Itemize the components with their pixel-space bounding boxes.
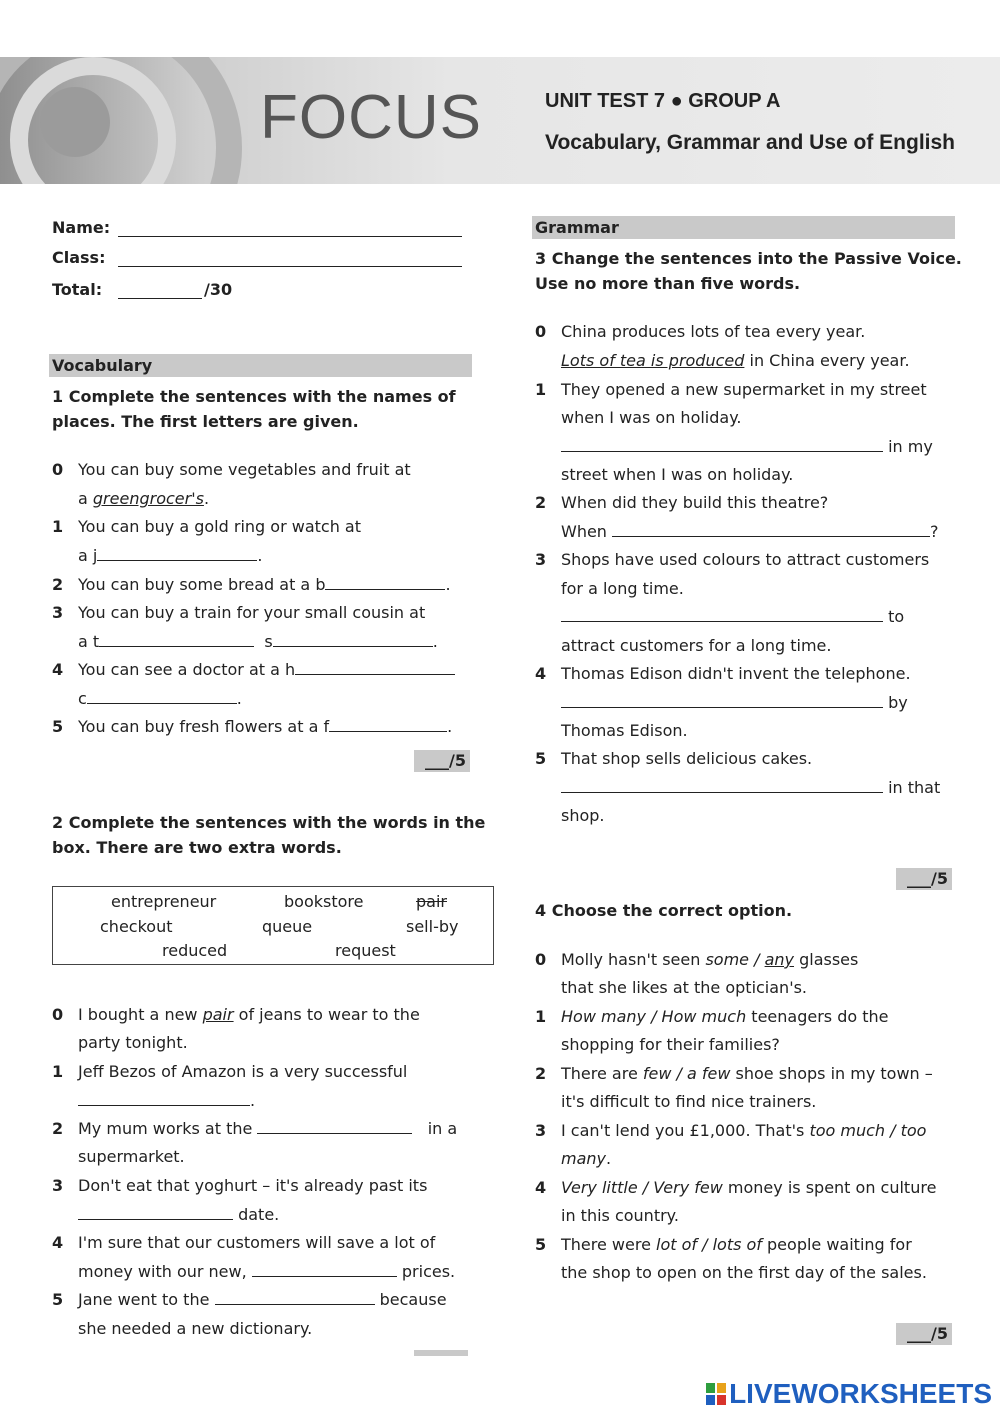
ex2-instruction-2: box. There are two extra words. bbox=[52, 838, 342, 857]
ex2-num-0: 0 bbox=[52, 1005, 64, 1024]
ex3-blank-5[interactable] bbox=[561, 778, 883, 793]
ex4-item-5-line-a: There were lot of / lots of people waiting for bbox=[561, 1235, 912, 1254]
ex3-score: ___/5 bbox=[896, 868, 952, 890]
ex3-example-answer: Lots of tea is produced bbox=[561, 351, 745, 370]
ex1-item-5: You can buy fresh flowers at a f . bbox=[78, 717, 453, 736]
ex4-options[interactable]: lot of / lots of bbox=[656, 1235, 762, 1254]
ex3-blank-3[interactable] bbox=[561, 607, 883, 622]
ex1-item-1-line-b: a j . bbox=[78, 546, 263, 565]
class-field[interactable] bbox=[118, 266, 462, 267]
ex3-item-4-line-b: by bbox=[561, 693, 908, 712]
ex2-item-1-line-b: . bbox=[78, 1091, 255, 1110]
box-word-used: pair bbox=[416, 892, 447, 911]
ex1-blank-5[interactable] bbox=[329, 717, 447, 732]
ex4-options[interactable]: How many / How much bbox=[561, 1007, 747, 1026]
ex2-item-3-line-a: Don't eat that yoghurt – it's already past its bbox=[78, 1176, 428, 1195]
ex3-item-2-line-b: When ? bbox=[561, 522, 939, 541]
ex2-instruction-1: 2 Complete the sentences with the words in the bbox=[52, 813, 486, 832]
ex3-item-5-line-a: That shop sells delicious cakes. bbox=[561, 749, 813, 768]
ex3-item-3-line-b: for a long time. bbox=[561, 579, 684, 598]
ex1-example-answer: greengrocer's bbox=[92, 489, 204, 508]
ex1-item-2: You can buy some bread at a b . bbox=[78, 575, 451, 594]
ex4-item-3-line-b: many. bbox=[561, 1149, 612, 1168]
ex2-item-1-line-a: Jeff Bezos of Amazon is a very successful bbox=[78, 1062, 408, 1081]
ex4-num-1: 1 bbox=[535, 1007, 547, 1026]
name-label: Name: bbox=[52, 218, 111, 237]
box-word: request bbox=[335, 941, 396, 960]
class-label: Class: bbox=[52, 248, 106, 267]
ex3-item-5-line-c: shop. bbox=[561, 806, 605, 825]
ex2-blank-2[interactable] bbox=[257, 1119, 412, 1134]
grammar-heading: Grammar bbox=[532, 216, 955, 239]
ex4-item-5-line-b: the shop to open on the first day of the sales. bbox=[561, 1263, 927, 1282]
ex3-blank-1[interactable] bbox=[561, 437, 883, 452]
header-banner bbox=[0, 57, 1000, 184]
box-word: sell-by bbox=[406, 917, 459, 936]
ex1-item-3-line-a: You can buy a train for your small cousin at bbox=[78, 603, 426, 622]
ex1-num-5: 5 bbox=[52, 717, 64, 736]
ex3-item-1-line-d: street when I was on holiday. bbox=[561, 465, 794, 484]
ex3-num-5: 5 bbox=[535, 749, 547, 768]
ex1-blank-4a[interactable] bbox=[295, 660, 455, 675]
ex1-instruction-1: 1 Complete the sentences with the names of bbox=[52, 387, 456, 406]
ex3-item-3-line-a: Shops have used colours to attract customers bbox=[561, 550, 930, 569]
box-word: reduced bbox=[162, 941, 228, 960]
ex1-blank-3a[interactable] bbox=[99, 632, 254, 647]
ex2-num-5: 5 bbox=[52, 1290, 64, 1309]
ex2-example-answer: pair bbox=[202, 1005, 234, 1024]
ex4-item-3-line-a: I can't lend you £1,000. That's too much / too bbox=[561, 1121, 927, 1140]
logo-ring-core bbox=[40, 87, 110, 157]
test-subtitle: Vocabulary, Grammar and Use of English bbox=[545, 131, 956, 154]
ex4-num-4: 4 bbox=[535, 1178, 547, 1197]
ex1-num-4: 4 bbox=[52, 660, 64, 679]
ex3-num-4: 4 bbox=[535, 664, 547, 683]
ex3-item-1-line-b: when I was on holiday. bbox=[561, 408, 742, 427]
ex4-options[interactable]: few / a few bbox=[642, 1064, 731, 1083]
ex4-options[interactable]: too much / too bbox=[809, 1121, 927, 1140]
ex3-num-2: 2 bbox=[535, 493, 547, 512]
ex3-item-1-line-c: in my bbox=[561, 437, 933, 456]
ex4-item-2-line-b: it's difficult to find nice trainers. bbox=[561, 1092, 817, 1111]
ex3-item-3-line-c: to bbox=[561, 607, 904, 626]
ex4-item-1-line-b: shopping for their families? bbox=[561, 1035, 780, 1054]
ex1-num-1: 1 bbox=[52, 517, 64, 536]
ex3-blank-2[interactable] bbox=[612, 522, 930, 537]
ex2-item-0-line-a: I bought a new pair of jeans to wear to the bbox=[78, 1005, 420, 1024]
ex3-instruction-2: Use no more than five words. bbox=[535, 274, 801, 293]
ex2-item-3-line-b: date. bbox=[78, 1205, 279, 1224]
total-field[interactable] bbox=[118, 298, 202, 299]
ex3-item-3-line-d: attract customers for a long time. bbox=[561, 636, 832, 655]
ex2-score-bar bbox=[414, 1350, 468, 1356]
ex1-item-0: 0 bbox=[52, 460, 64, 479]
ex1-item-4-line-b: c . bbox=[78, 689, 242, 708]
box-word: entrepreneur bbox=[111, 892, 217, 911]
box-word: checkout bbox=[100, 917, 173, 936]
ex2-item-4-line-b: money with our new, prices. bbox=[78, 1262, 456, 1281]
ex3-item-4-line-a: Thomas Edison didn't invent the telephone. bbox=[561, 664, 911, 683]
ex4-instruction: 4 Choose the correct option. bbox=[535, 901, 793, 920]
ex4-options[interactable]: Very little / Very few bbox=[561, 1178, 723, 1197]
ex2-num-4: 4 bbox=[52, 1233, 64, 1252]
ex2-blank-3[interactable] bbox=[78, 1205, 233, 1220]
ex3-item-0-line-b: Lots of tea is produced in China every year. bbox=[561, 351, 910, 370]
ex1-blank-3b[interactable] bbox=[273, 632, 433, 647]
vocabulary-heading: Vocabulary bbox=[49, 354, 472, 377]
word-box bbox=[52, 886, 494, 965]
ex1-blank-4b[interactable] bbox=[87, 689, 237, 704]
ex4-item-2-line-a: There are few / a few shoe shops in my town – bbox=[561, 1064, 933, 1083]
ex1-num-3: 3 bbox=[52, 603, 64, 622]
ex3-instruction-1: 3 Change the sentences into the Passive Voice. bbox=[535, 249, 962, 268]
ex4-item-4-line-a: Very little / Very few money is spent on culture bbox=[561, 1178, 937, 1197]
ex4-option[interactable]: some bbox=[705, 950, 750, 969]
ex2-item-5-line-a: Jane went to the because bbox=[78, 1290, 447, 1309]
test-title: UNIT TEST 7 ● GROUP A bbox=[545, 90, 781, 112]
ex3-num-0: 0 bbox=[535, 322, 547, 341]
ex4-item-4-line-b: in this country. bbox=[561, 1206, 679, 1225]
ex3-item-0-line-a: China produces lots of tea every year. bbox=[561, 322, 866, 341]
ex3-num-3: 3 bbox=[535, 550, 547, 569]
ex2-blank-1[interactable] bbox=[78, 1091, 250, 1106]
ex4-num-3: 3 bbox=[535, 1121, 547, 1140]
ex2-item-5-line-b: she needed a new dictionary. bbox=[78, 1319, 313, 1338]
ex1-item-0-line-b: a greengrocer's. bbox=[78, 489, 210, 508]
ex4-score: ___/5 bbox=[896, 1323, 952, 1345]
ex4-item-1-line-a: How many / How much teenagers do the bbox=[561, 1007, 889, 1026]
ex2-item-0-line-b: party tonight. bbox=[78, 1033, 188, 1052]
ex3-num-1: 1 bbox=[535, 380, 547, 399]
focus-logo: FOCUS bbox=[260, 83, 482, 152]
liveworksheets-logo[interactable]: LIVEWORKSHEETS bbox=[705, 1378, 992, 1410]
liveworksheets-icon bbox=[705, 1382, 727, 1406]
box-word: bookstore bbox=[284, 892, 364, 911]
ex1-score: ___/5 bbox=[414, 750, 470, 772]
ex2-num-1: 1 bbox=[52, 1062, 64, 1081]
ex1-blank-2[interactable] bbox=[325, 575, 445, 590]
ex2-num-2: 2 bbox=[52, 1119, 64, 1138]
ex2-item-2-line-a: My mum works at the in a bbox=[78, 1119, 458, 1138]
ex4-option-selected[interactable]: any bbox=[764, 950, 795, 969]
ex1-item-3-line-b: a t s . bbox=[78, 632, 438, 651]
ex2-blank-4[interactable] bbox=[252, 1262, 397, 1277]
ex1-item-0-line-a: You can buy some vegetables and fruit at bbox=[78, 460, 411, 479]
ex3-item-1-line-a: They opened a new supermarket in my street bbox=[561, 380, 927, 399]
ex3-blank-4[interactable] bbox=[561, 693, 883, 708]
ex3-item-5-line-b: in that bbox=[561, 778, 940, 797]
total-suffix: /30 bbox=[204, 280, 233, 299]
ex1-instruction-2: places. The first letters are given. bbox=[52, 412, 359, 431]
ex3-item-2-line-a: When did they build this theatre? bbox=[561, 493, 829, 512]
ex2-item-2-line-b: supermarket. bbox=[78, 1147, 185, 1166]
ex1-blank-1[interactable] bbox=[97, 546, 257, 561]
ex4-num-2: 2 bbox=[535, 1064, 547, 1083]
ex1-num-2: 2 bbox=[52, 575, 64, 594]
ex4-item-0-line-b: that she likes at the optician's. bbox=[561, 978, 808, 997]
ex4-item-0-line-a: Molly hasn't seen some / any glasses bbox=[561, 950, 859, 969]
name-field[interactable] bbox=[118, 236, 462, 237]
ex2-item-4-line-a: I'm sure that our customers will save a lot of bbox=[78, 1233, 436, 1252]
ex4-num-0: 0 bbox=[535, 950, 547, 969]
ex2-blank-5[interactable] bbox=[215, 1290, 375, 1305]
total-label: Total: bbox=[52, 280, 103, 299]
ex3-item-4-line-c: Thomas Edison. bbox=[561, 721, 688, 740]
ex1-item-1-line-a: You can buy a gold ring or watch at bbox=[78, 517, 361, 536]
ex2-num-3: 3 bbox=[52, 1176, 64, 1195]
box-word: queue bbox=[262, 917, 313, 936]
ex1-item-4-line-a: You can see a doctor at a h bbox=[78, 660, 455, 679]
ex4-num-5: 5 bbox=[535, 1235, 547, 1254]
